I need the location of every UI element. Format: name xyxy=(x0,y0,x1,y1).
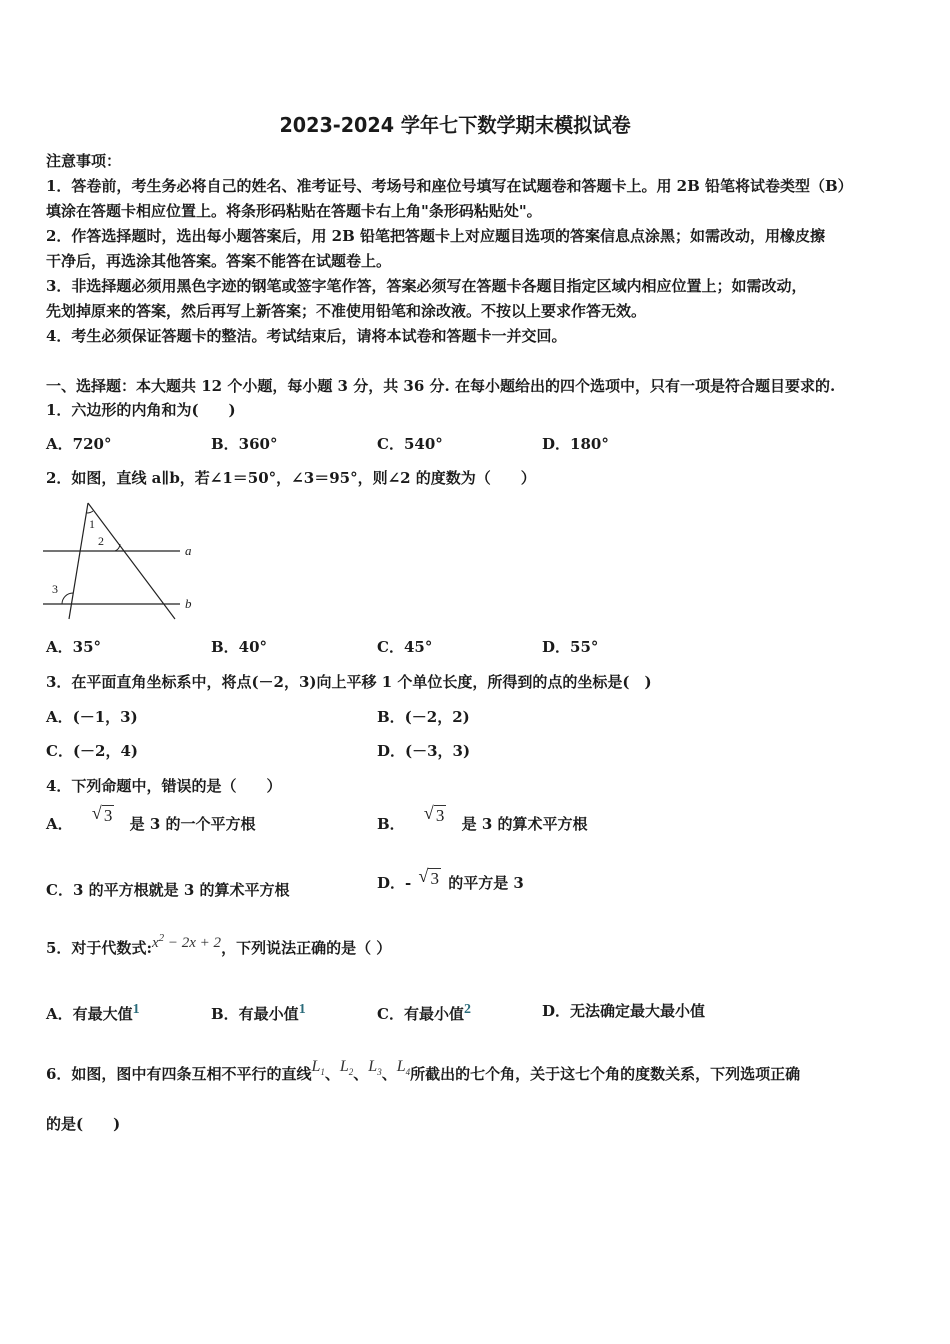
option-a-value: 1 xyxy=(132,1002,140,1017)
option-d-label: D．- xyxy=(377,874,412,892)
line-subscript: 4 xyxy=(405,1067,411,1078)
radicand: 3 xyxy=(103,806,113,825)
sqrt-three: √ 3 xyxy=(91,803,113,825)
question-3-option-a: A．(－1，3) xyxy=(46,708,138,726)
question-3-option-c: C．(－2，4) xyxy=(46,742,139,760)
question-5-option-a xyxy=(46,1002,140,1023)
separator: 、 xyxy=(353,1065,369,1083)
option-b-value: 1 xyxy=(298,1002,306,1017)
question-5-option-b xyxy=(211,1002,306,1023)
question-4-stem: 4．下列命题中，错误的是（ ） xyxy=(46,777,282,795)
question-2-stem: 2．如图，直线 a∥b，若∠1＝50°，∠3＝95°，则∠2 的度数为（ ） xyxy=(46,469,536,487)
question-6-stem xyxy=(46,1058,801,1086)
page-title: 2023-2024 学年七下数学期末模拟试卷 xyxy=(279,113,631,137)
figure-label-3: 3 xyxy=(52,582,58,596)
radicand: 3 xyxy=(430,869,439,888)
notice-line-2: 填涂在答题卡相应位置上。将条形码粘贴在答题卡右上角"条形码粘贴处"。 xyxy=(46,202,542,220)
question-4-option-a xyxy=(46,803,256,834)
option-a-label: A． xyxy=(46,815,73,833)
option-a-text: A．有最大值 xyxy=(46,1005,133,1023)
question-1-option-d: D．180° xyxy=(542,435,609,453)
question-4-option-c: C．3 的平方根就是 3 的算术平方根 xyxy=(46,881,290,899)
expr-x: x xyxy=(151,935,159,951)
option-b-label: B． xyxy=(377,815,405,833)
question-4-option-b xyxy=(377,803,588,834)
expr-rest: − 2x + 2 xyxy=(164,935,222,951)
question-6-suffix: 所截出的七个角，关于这七个角的度数关系，下列选项正确 xyxy=(410,1065,801,1083)
notice-line-7: 4．考生必须保证答题卡的整洁。考试结束后，请将本试卷和答题卡一并交回。 xyxy=(46,327,567,345)
figure-label-2: 2 xyxy=(98,534,104,548)
question-2-option-c: C．45° xyxy=(377,638,433,656)
question-2-option-a: A．35° xyxy=(46,638,102,656)
line-letter: L xyxy=(396,1058,406,1075)
line-L1 xyxy=(311,1058,325,1078)
figure-label-1: 1 xyxy=(89,517,95,531)
question-6-prefix: 6．如图，图中有四条互相不平行的直线 xyxy=(46,1065,312,1083)
line-letter: L xyxy=(368,1058,378,1075)
line-subscript: 3 xyxy=(377,1067,382,1078)
option-c-text: C．有最小值 xyxy=(377,1005,464,1023)
line-letter: L xyxy=(311,1058,321,1075)
question-5-option-c xyxy=(377,1002,471,1023)
radicand: 3 xyxy=(435,806,445,825)
notice-line-5: 3．非选择题必须用黑色字迹的钢笔或签字笔作答，答案必须写在答题卡各题目指定区域内相应位置上；如需改动， xyxy=(46,277,807,295)
notice-heading: 注意事项： xyxy=(46,152,122,170)
question-3-option-b: B．(－2，2) xyxy=(377,708,470,726)
notice-line-3: 2．作答选择题时，选出每小题答案后，用 2B 铅笔把答题卡上对应题目选项的答案信息点涂黑；如需改动，用橡皮擦 xyxy=(46,227,826,245)
question-2-option-b: B．40° xyxy=(211,638,268,656)
section-heading: 一、选择题：本大题共 12 个小题，每小题 3 分，共 36 分. 在每小题给出的四个选项中，只有一项是符合题目要求的. xyxy=(46,377,836,395)
question-2-option-d: D．55° xyxy=(542,638,599,656)
question-1-option-c: C．540° xyxy=(377,435,443,453)
line-L2 xyxy=(339,1058,354,1078)
question-5-suffix: ，下列说法正确的是（ ） xyxy=(221,939,392,957)
option-b-text: 是 3 的算术平方根 xyxy=(461,815,588,833)
line-letter: L xyxy=(339,1058,349,1075)
line-L3 xyxy=(368,1058,382,1078)
option-d-text: 的平方是 3 xyxy=(448,874,524,892)
line-subscript: 1 xyxy=(320,1067,325,1078)
sqrt-three: √ 3 xyxy=(423,803,445,825)
question-6-stem-line-2: 的是( ) xyxy=(46,1115,121,1133)
notice-line-4: 干净后，再选涂其他答案。答案不能答在试题卷上。 xyxy=(46,252,392,270)
question-4-option-d xyxy=(377,866,524,893)
figure-label-b: b xyxy=(185,596,192,611)
expr-exponent: 2 xyxy=(158,932,165,944)
question-3-option-d: D．(－3，3) xyxy=(377,742,471,760)
separator: 、 xyxy=(324,1065,340,1083)
option-c-value: 2 xyxy=(463,1002,471,1017)
notice-line-6: 先划掉原来的答案，然后再写上新答案；不准使用铅笔和涂改液。不按以上要求作答无效。 xyxy=(46,302,647,320)
line-L4 xyxy=(396,1058,411,1078)
figure-label-a: a xyxy=(185,543,192,558)
question-1-option-b: B．360° xyxy=(211,435,278,453)
sqrt-three: √ 3 xyxy=(418,866,439,888)
question-5-stem xyxy=(46,932,392,958)
question-5-option-d: D．无法确定最大最小值 xyxy=(542,1002,706,1020)
question-1-option-a: A．720° xyxy=(46,435,112,453)
separator: 、 xyxy=(381,1065,397,1083)
quadratic-expression xyxy=(151,932,222,951)
question-3-stem: 3．在平面直角坐标系中，将点(－2，3)向上平移 1 个单位长度，所得到的点的坐标是( ) xyxy=(46,673,652,691)
parallel-lines-figure xyxy=(40,498,210,623)
notice-line-1: 1．答卷前，考生务必将自己的姓名、准考证号、考场号和座位号填写在试题卷和答题卡上。用 2B 铅笔将试卷类型（B） xyxy=(46,177,853,195)
option-b-text: B．有最小值 xyxy=(211,1005,299,1023)
question-5-prefix: 5．对于代数式: xyxy=(46,939,152,957)
option-a-text: 是 3 的一个平方根 xyxy=(129,815,256,833)
question-1-stem: 1．六边形的内角和为( ) xyxy=(46,401,236,419)
line-subscript: 2 xyxy=(348,1067,354,1078)
